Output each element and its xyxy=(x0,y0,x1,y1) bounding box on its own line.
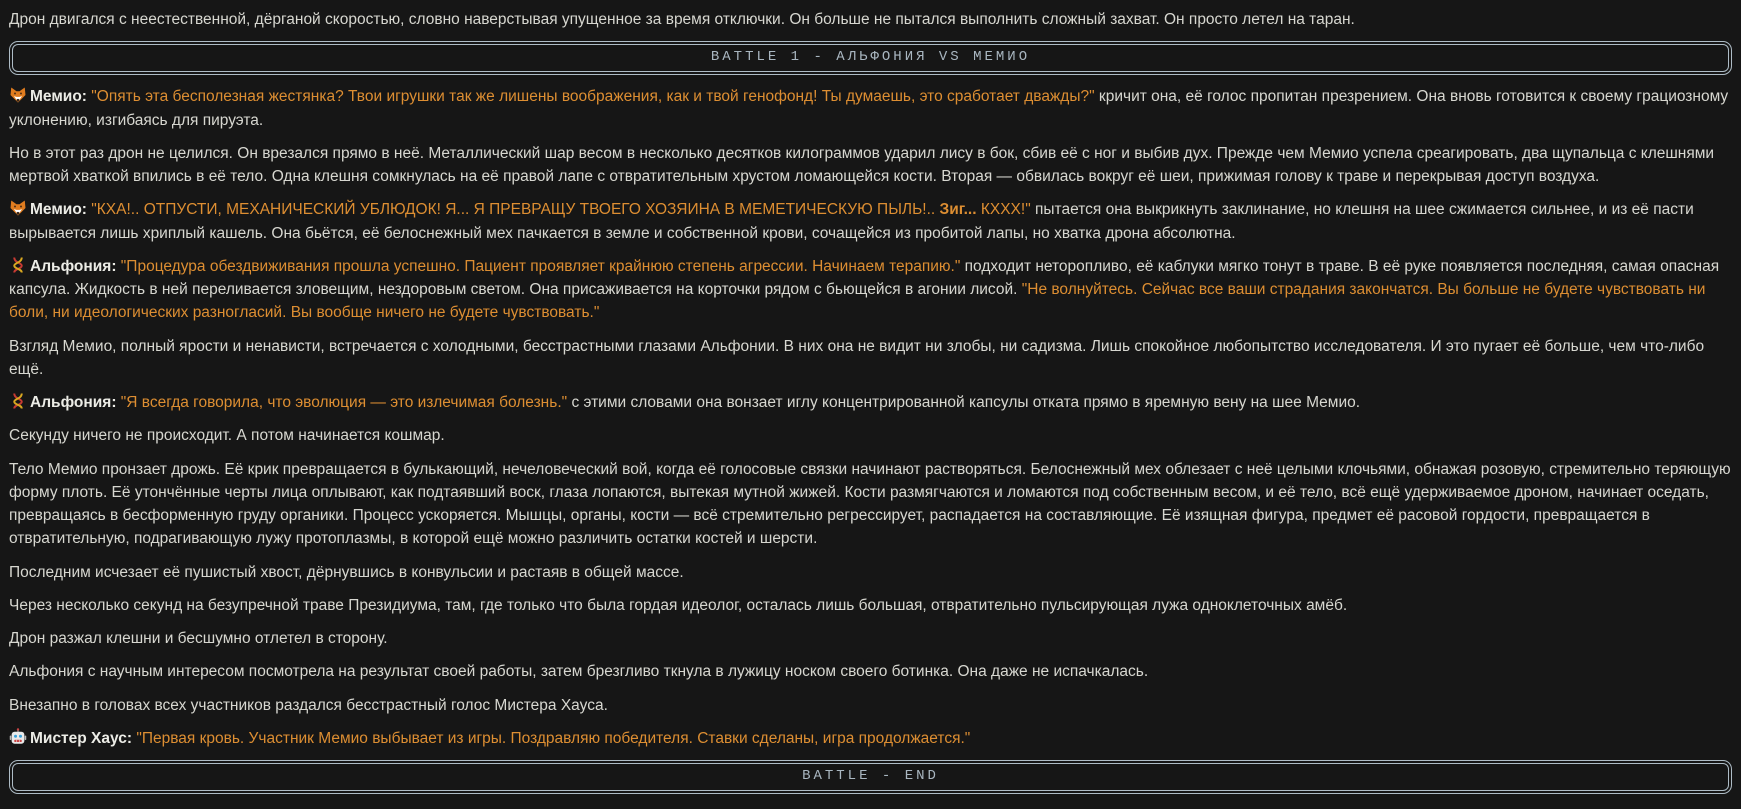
speaker-name-mister-house: Мистер Хаус: xyxy=(30,729,133,747)
narration-text: Через несколько секунд на безупречной траве Президиума, там, где только что была гордая идеолог, осталась лишь большая, отвратительно пульсирующая лужа одноклеточных амёб. xyxy=(9,596,1348,614)
dialogue-narration: с этими словами она вонзает иглу концентрированной капсулы отката прямо в яремную вену на шее Мемио. xyxy=(567,394,1361,411)
dialogue-quote-emphasis: Зиг... xyxy=(939,201,977,219)
speaker-name-memio: Мемио: xyxy=(30,88,87,106)
narration-paragraph xyxy=(9,8,1732,31)
battle-end-banner xyxy=(9,760,1732,794)
fox-icon xyxy=(9,199,27,217)
narration-paragraph xyxy=(9,694,1732,717)
speaker-name-alphonia: Альфония: xyxy=(30,257,117,275)
dialogue-paragraph-memio-2 xyxy=(9,198,1732,245)
dna-icon xyxy=(9,256,27,274)
narration-paragraph xyxy=(9,458,1735,551)
speaker-name-memio: Мемио: xyxy=(30,201,87,219)
dialogue-paragraph-memio-1 xyxy=(9,85,1732,132)
narration-text: Дрон двигался с неестественной, дёрганой скоростью, словно наверстывая упущенное за время отключки. Он больше не пытался выполнить сложный захват. Он просто летел на таран. xyxy=(9,11,1355,28)
narration-text: Дрон разжал клешни и бесшумно отлетел в сторону. xyxy=(9,630,388,647)
dialogue-quote: "Опять эта бесполезная жестянка? Твои игрушки так же лишены воображения, как и твой генофонд! Ты думаешь, это сработает дважды?" xyxy=(86,88,1095,106)
dna-icon xyxy=(9,392,27,410)
dialogue-quote: "Первая кровь. Участник Мемио выбывает из игры. Поздравляю победителя. Ставки сделаны, игра продолжается." xyxy=(132,729,971,747)
battle-start-banner xyxy=(9,41,1732,75)
narration-paragraph xyxy=(9,660,1732,683)
dialogue-quote: КХХХ!" xyxy=(976,201,1031,219)
battle-start-banner-text: BATTLE 1 - АЛЬФОНИЯ VS МЕМИО xyxy=(710,49,1031,66)
narration-text: Последним исчезает её пушистый хвост, дёрнувшись в конвульсии и растаяв в общей массе. xyxy=(9,563,684,581)
dialogue-quote: "Не волнуйтесь. Сейчас все ваши страдания закончатся. Вы больше не будете чувствовать ни боли, ни идеологических разногласий. Вы вообще ничего не будете чувствовать." xyxy=(9,281,1710,322)
dialogue-quote: "Я всегда говорила, что эволюция — это излечимая болезнь." xyxy=(116,394,568,411)
narration-text: Секунду ничего не происходит. А потом начинается кошмар. xyxy=(9,427,445,445)
narration-paragraph xyxy=(9,627,1732,650)
narration-text: Альфония с научным интересом посмотрела на результат своей работы, затем брезгливо ткнула в лужицу носком своего ботинка. Она даже не испачкалась. xyxy=(9,663,1149,681)
fox-icon xyxy=(9,86,27,104)
narration-paragraph xyxy=(9,335,1732,382)
narration-text: Внезапно в головах всех участников раздался бесстрастный голос Мистера Хауса. xyxy=(9,696,608,714)
dialogue-narration: пытается она выкрикнуть заклинание, но клешня на шее сжимается сильнее, и из её пасти вырывается лишь хриплый кашель. Она бьётся, её белоснежный мех пачкается в земле и собственной крови, сочащейся из пробитой лапы, но хватка дрона абсолютна. xyxy=(9,201,1699,242)
narration-paragraph xyxy=(9,424,1732,447)
dialogue-paragraph-alphonia-1 xyxy=(9,255,1732,325)
narration-text: Тело Мемио пронзает дрожь. Её крик превращается в булькающий, нечеловеческий вой, когда её голосовые связки начинают растворяться. Белоснежный мех облезает с неё целыми клочьями, обнажая розовую, стремительно теряющую форму плоть. Её утончённые черты лица оплывают, как подтаявший воск, глаза лопаются, вытекая мутной жижей. Кости размягчаются и ломаются под собственным весом, и её тело, всё ещё удерживаемое дроном, начинает оседать, превращаясь в бесформенную груду органики. Процесс ускоряется. Мышцы, органы, кости — всё стремительно регрессирует, распадается на составляющие. Её изящная фигура, предмет её расовой гордости, превращается в отвратительную, подрагивающую лужу протоплазмы, в которой ещё можно различить остатки костей и шерсти. xyxy=(9,460,1735,548)
narration-text: Но в этот раз дрон не целился. Он врезался прямо в неё. Металлический шар весом в несколько десятков килограммов ударил лису в бок, сбив её с ног и выбив дух. Прежде чем Мемио успела среагировать, два щупальца с клешнями мертвой хваткой впились в её тело. Одна клешня сомкнулась на её правой лапе с отвратительным хрустом ломающейся кости. Вторая — обвилась вокруг её шеи, прижимая голову к траве и перекрывая доступ воздуха. xyxy=(9,144,1719,185)
dialogue-narration: подходит неторопливо, её каблуки мягко тонут в траве. В её руке появляется последняя, самая опасная капсула. Жидкость в ней переливается зловещим, нездоровым светом. Она присаживается на корточки рядом с бьющейся в агонии лисой. xyxy=(9,257,1724,298)
dialogue-narration: кричит она, её голос пропитан презрением. Она вновь готовится к своему грациозному уклонению, изгибаясь для пируэта. xyxy=(9,88,1733,129)
dialogue-quote: "Процедура обездвиживания прошла успешно. Пациент проявляет крайнюю степень агрессии. Начинаем терапию." xyxy=(116,257,961,275)
speaker-name-alphonia: Альфония: xyxy=(30,394,117,411)
narration-paragraph xyxy=(9,594,1732,617)
robot-icon xyxy=(9,728,27,746)
narration-paragraph xyxy=(9,142,1732,189)
battle-end-banner-text: BATTLE - END xyxy=(802,768,939,784)
narration-paragraph xyxy=(9,561,1732,584)
dialogue-paragraph-mister-house xyxy=(9,727,1732,750)
narration-text: Взгляд Мемио, полный ярости и ненависти, встречается с холодными, бесстрастными глазами Альфонии. В них она не видит ни злобы, ни садизма. Лишь спокойное любопытство исследователя. И это пугает её больше, чем что-либо ещё. xyxy=(9,337,1709,378)
dialogue-quote: "КХА!.. ОТПУСТИ, МЕХАНИЧЕСКИЙ УБЛЮДОК! Я... Я ПРЕВРАЩУ ТВОЕГО ХОЗЯИНА В МЕМЕТИЧЕСКУЮ ПЫЛЬ!.. xyxy=(86,201,940,219)
dialogue-paragraph-alphonia-2 xyxy=(9,391,1732,414)
